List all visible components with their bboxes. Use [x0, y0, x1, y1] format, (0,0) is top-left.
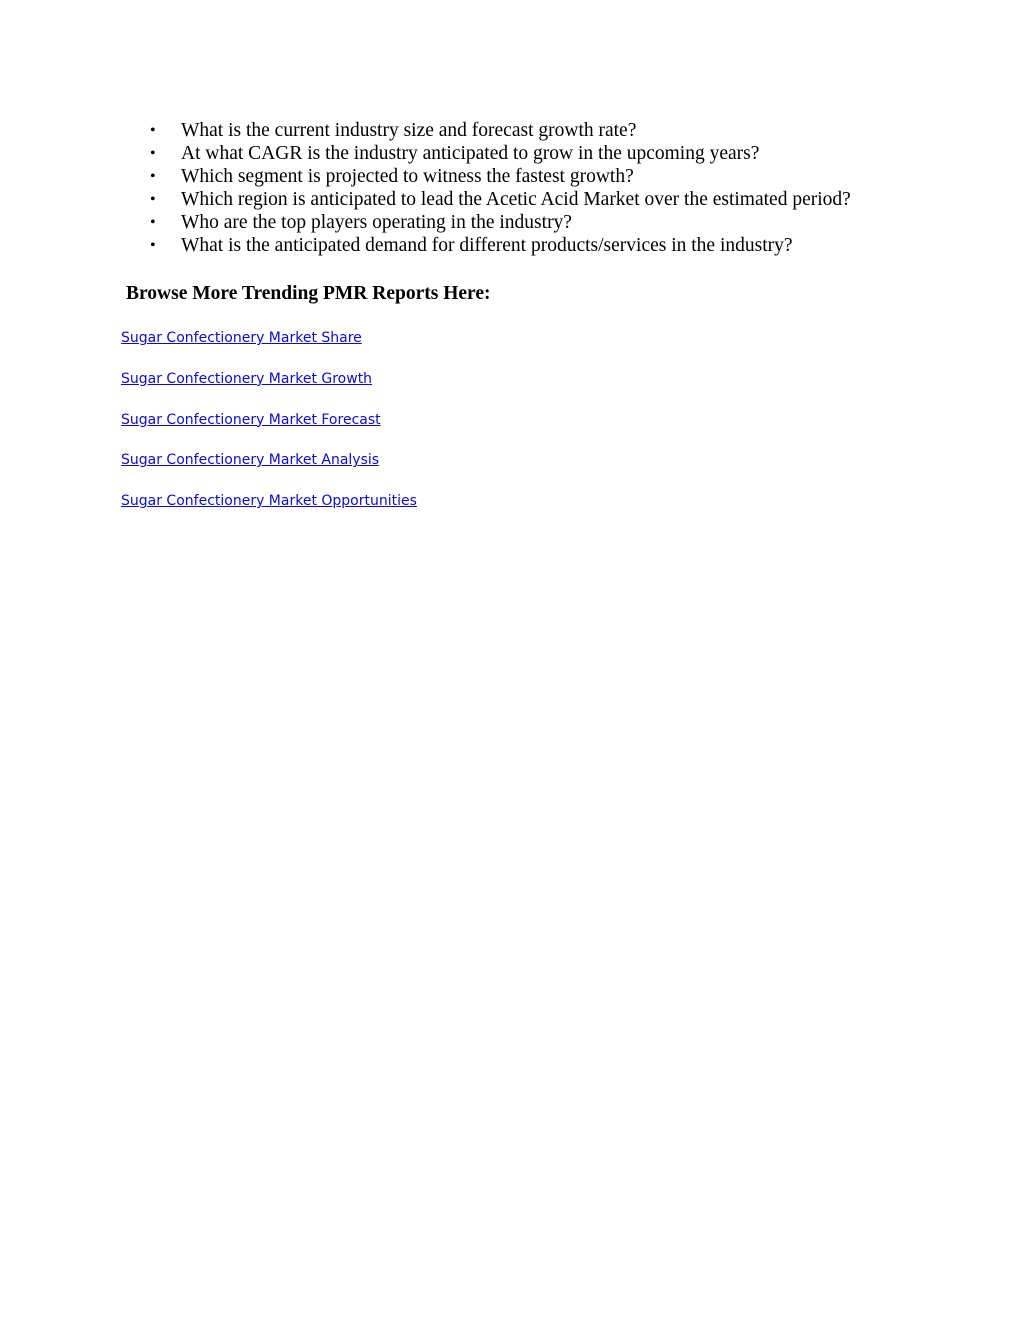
report-link-market-share[interactable]: Sugar Confectionery Market Share	[121, 330, 362, 346]
bullet-icon: •	[150, 168, 156, 185]
bullet-icon: •	[150, 145, 156, 162]
question-text: What is the anticipated demand for different products/services in the industry?	[181, 235, 793, 256]
question-item	[148, 142, 988, 165]
question-item	[148, 188, 988, 211]
bullet-icon: •	[150, 237, 156, 254]
question-text: What is the current industry size and forecast growth rate?	[181, 120, 637, 141]
question-item	[148, 211, 988, 234]
section-heading: Browse More Trending PMR Reports Here:	[126, 283, 491, 304]
question-item	[148, 165, 988, 188]
question-text: Which region is anticipated to lead the Acetic Acid Market over the estimated period?	[181, 189, 851, 210]
question-text: Who are the top players operating in the industry?	[181, 212, 572, 233]
bullet-icon: •	[150, 214, 156, 231]
report-link-item	[121, 369, 417, 410]
question-text: Which segment is projected to witness the fastest growth?	[181, 166, 634, 187]
question-text: At what CAGR is the industry anticipated to grow in the upcoming years?	[181, 143, 760, 164]
report-link-market-analysis[interactable]: Sugar Confectionery Market Analysis	[121, 452, 380, 469]
question-item	[148, 119, 988, 142]
question-item	[148, 234, 988, 257]
report-link-item	[121, 328, 417, 369]
report-link-market-growth[interactable]: Sugar Confectionery Market Growth	[121, 370, 373, 387]
report-link-market-opportunities[interactable]: Sugar Confectionery Market Opportunities	[121, 493, 417, 510]
question-list	[148, 119, 988, 257]
report-link-item	[121, 450, 417, 491]
report-link-item	[121, 410, 417, 451]
bullet-icon: •	[150, 122, 156, 139]
report-link-item	[121, 491, 417, 532]
report-link-market-forecast[interactable]: Sugar Confectionery Market Forecast	[121, 411, 381, 428]
report-link-list	[121, 328, 417, 532]
bullet-icon: •	[150, 191, 156, 208]
